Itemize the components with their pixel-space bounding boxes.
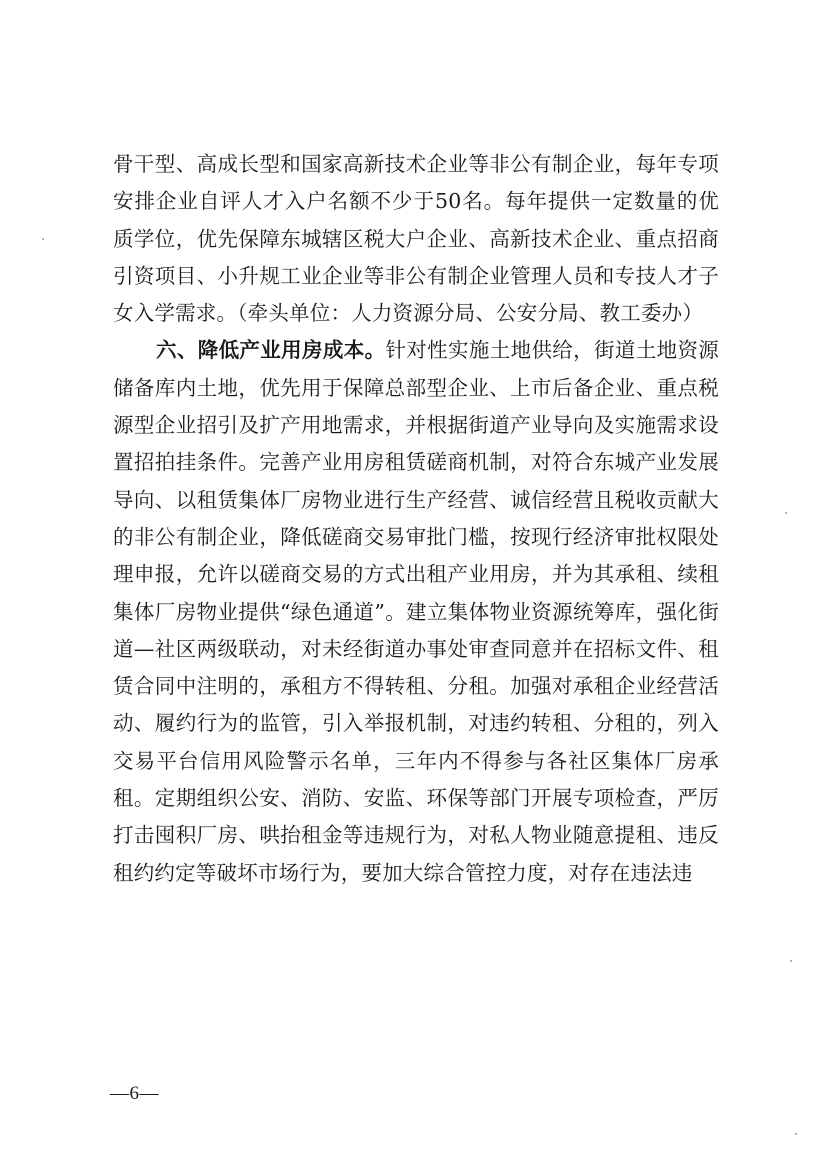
scan-speck — [795, 1133, 797, 1135]
document-body — [113, 146, 719, 892]
scan-speck — [785, 512, 787, 514]
page-number: —6— — [110, 1083, 159, 1104]
paragraph-1: 骨干型、高成长型和国家高新技术企业等非公有制企业，每年专项安排企业自评人才入户名额不少于50名。每年提供一定数量的优质学位，优先保障东城辖区税大户企业、高新技术企业、重点招商引资项目、小升规工业企业等非公有制企业管理人员和专技人才子女入学需求。（牵头单位：人力资源分局、公安分局、教工委办） — [113, 152, 719, 326]
scan-speck — [790, 960, 792, 962]
paragraph-2 — [113, 332, 719, 891]
section-heading: 六、降低产业用房成本。 — [156, 338, 386, 363]
paragraph-2-body: 针对性实施土地供给，街道土地资源储备库内土地，优先用于保障总部型企业、上市后备企业、重点税源型企业招引及扩产用地需求，并根据街道产业导向及实施需求设置招拍挂条件。完善产业用房租赁磋商机制，对符合东城产业发展导向、以租赁集体厂房物业进行生产经营、诚信经营且税收贡献大的非公有制企业，降低磋商交易审批门槛，按现行经济审批权限处理申报，允许以磋商交易的方式出租产业用房，并为其承租、续租集体厂房物业提供“绿色通道”。建立集体物业资源统筹库，强化街道—社区两级联动，对未经街道办事处审查同意并在招标文件、租赁合同中注明的，承租方不得转租、分租。加强对承租企业经营活动、履约行为的监管，引入举报机制，对违约转租、分租的，列入交易平台信用风险警示名单，三年内不得参与各社区集体厂房承租。定期组织公安、消防、安监、环保等部门开展专项检查，严厉打击囤积厂房、哄抬租金等违规行为，对私人物业随意提租、违反租约约定等破坏市场行为，要加大综合管控力度，对存在违法违 — [113, 338, 719, 885]
scan-speck — [42, 238, 44, 240]
